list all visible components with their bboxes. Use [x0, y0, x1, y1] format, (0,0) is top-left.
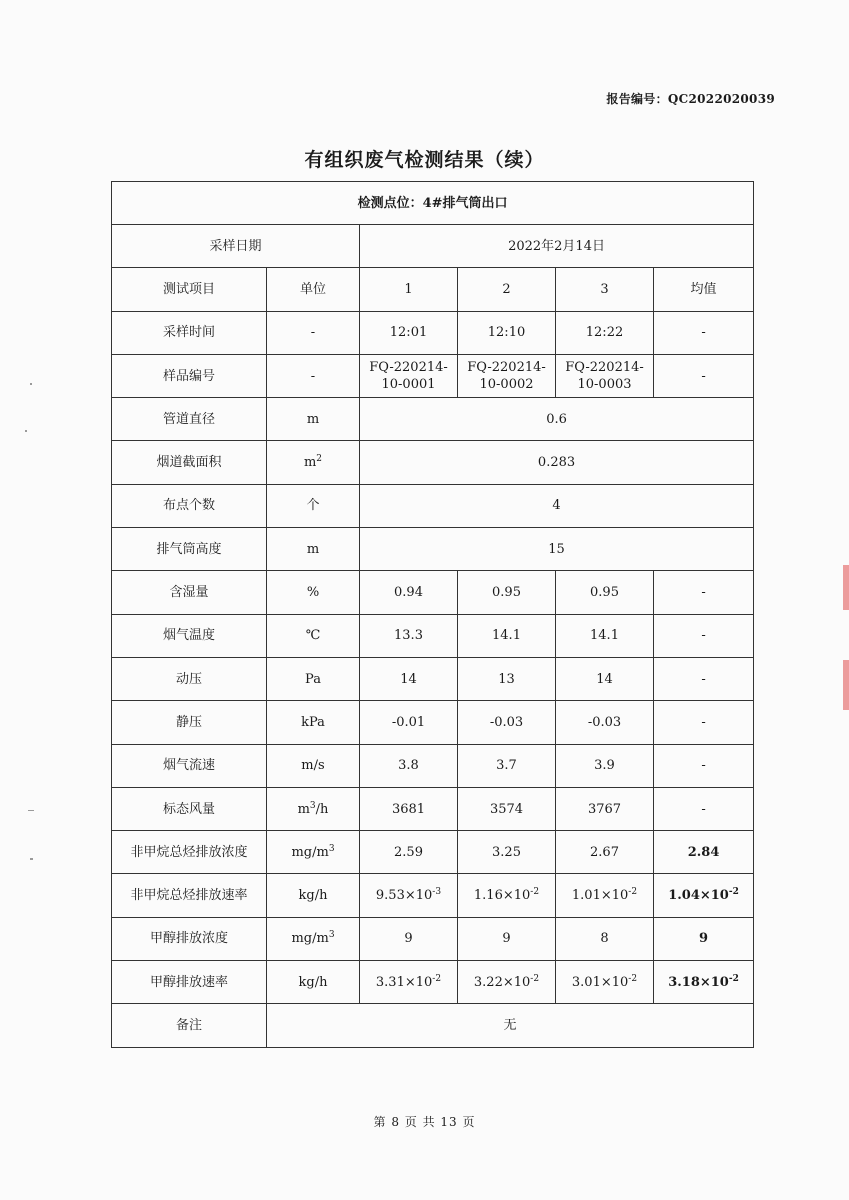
- row-label: 样品编号: [112, 354, 267, 397]
- sampling-date: 2022年2月14日: [360, 225, 754, 268]
- table-row: [112, 917, 754, 960]
- table-row: [112, 441, 754, 484]
- table-row: [112, 744, 754, 787]
- value-cell: 14: [556, 657, 654, 700]
- row-label: 非甲烷总烃排放浓度: [112, 831, 267, 874]
- value-cell: 3681: [360, 787, 458, 830]
- col-header-3: 3: [556, 268, 654, 311]
- value-cell: $1.16\times 10^{-2}$: [458, 874, 556, 917]
- col-header-2: 2: [458, 268, 556, 311]
- row-unit: m/s: [267, 744, 360, 787]
- value-cell: 12:22: [556, 311, 654, 354]
- row-unit: kPa: [267, 701, 360, 744]
- table-row-sampling-date: [112, 225, 754, 268]
- value-cell: -0.01: [360, 701, 458, 744]
- row-label: 采样时间: [112, 311, 267, 354]
- row-label: 静压: [112, 701, 267, 744]
- value-cell: $9.53\times 10^{-3}$: [360, 874, 458, 917]
- sampling-date-label: 采样日期: [112, 225, 360, 268]
- row-label: 非甲烷总烃排放速率: [112, 874, 267, 917]
- row-label: 甲醇排放浓度: [112, 917, 267, 960]
- avg-cell: 9: [654, 917, 754, 960]
- table-row: [112, 614, 754, 657]
- scan-speck: [30, 383, 32, 385]
- row-unit: $mg/m^3$: [267, 831, 360, 874]
- value-cell: -0.03: [556, 701, 654, 744]
- value-cell: 0.95: [556, 571, 654, 614]
- row-unit: $m^2$: [267, 441, 360, 484]
- col-header-1: 1: [360, 268, 458, 311]
- row-unit: m: [267, 398, 360, 441]
- row-unit: $m^3/h$: [267, 787, 360, 830]
- value-cell: -0.03: [458, 701, 556, 744]
- avg-cell: -: [654, 311, 754, 354]
- value-cell: 12:01: [360, 311, 458, 354]
- table-row-remarks: [112, 1004, 754, 1047]
- value-cell: 2.67: [556, 831, 654, 874]
- row-unit: ℃: [267, 614, 360, 657]
- value-cell: $3.22\times 10^{-2}$: [458, 961, 556, 1004]
- avg-cell: $1.04\times 10^{-2}$: [654, 874, 754, 917]
- value-cell: 0.95: [458, 571, 556, 614]
- row-label: 甲醇排放速率: [112, 961, 267, 1004]
- report-number: 报告编号：QC2022020039: [606, 92, 775, 106]
- value-cell: 12:10: [458, 311, 556, 354]
- value-cell: 0.6: [360, 398, 754, 441]
- row-label: 烟气温度: [112, 614, 267, 657]
- value-cell: $3.01\times 10^{-2}$: [556, 961, 654, 1004]
- row-unit: Pa: [267, 657, 360, 700]
- table-row: [112, 701, 754, 744]
- monitoring-point: 检测点位：4#排气筒出口: [112, 182, 754, 225]
- value-cell: 0.283: [360, 441, 754, 484]
- row-label: 烟道截面积: [112, 441, 267, 484]
- value-cell: 13.3: [360, 614, 458, 657]
- table-row: [112, 354, 754, 397]
- table-row: [112, 787, 754, 830]
- avg-cell: -: [654, 787, 754, 830]
- scan-speck: [28, 810, 34, 811]
- col-header-avg: 均值: [654, 268, 754, 311]
- row-label: 烟气流速: [112, 744, 267, 787]
- row-label: 含湿量: [112, 571, 267, 614]
- value-cell: [458, 354, 556, 397]
- value-cell: 3767: [556, 787, 654, 830]
- value-cell: 8: [556, 917, 654, 960]
- row-label: 动压: [112, 657, 267, 700]
- row-label: 备注: [112, 1004, 267, 1047]
- table-row: [112, 398, 754, 441]
- value-cell: 4: [360, 484, 754, 527]
- sample-id-part: 10-0002: [479, 377, 534, 393]
- row-unit: $mg/m^3$: [267, 917, 360, 960]
- seal-edge: [843, 565, 849, 610]
- value-cell: [360, 354, 458, 397]
- row-label: 标态风量: [112, 787, 267, 830]
- avg-cell: $3.18\times 10^{-2}$: [654, 961, 754, 1004]
- sample-id-part: 10-0003: [577, 377, 632, 393]
- avg-cell: -: [654, 614, 754, 657]
- value-cell: 3.9: [556, 744, 654, 787]
- table-row: [112, 874, 754, 917]
- sample-id-part: 10-0001: [381, 377, 436, 393]
- col-header-item: 测试项目: [112, 268, 267, 311]
- table-row: [112, 484, 754, 527]
- value-cell: 13: [458, 657, 556, 700]
- sample-id-part: FQ-220214-: [565, 360, 644, 376]
- avg-cell: 2.84: [654, 831, 754, 874]
- row-unit: -: [267, 311, 360, 354]
- table-header-row: [112, 268, 754, 311]
- value-cell: 3.7: [458, 744, 556, 787]
- value-cell: 9: [458, 917, 556, 960]
- scan-speck: [30, 858, 33, 860]
- row-label: 布点个数: [112, 484, 267, 527]
- value-cell: 14.1: [556, 614, 654, 657]
- avg-cell: -: [654, 744, 754, 787]
- row-unit: kg/h: [267, 961, 360, 1004]
- table-row: [112, 961, 754, 1004]
- table-row: [112, 311, 754, 354]
- row-unit: %: [267, 571, 360, 614]
- results-table: [111, 181, 754, 1048]
- value-cell: 9: [360, 917, 458, 960]
- value-cell: $1.01\times 10^{-2}$: [556, 874, 654, 917]
- avg-cell: -: [654, 354, 754, 397]
- value-cell: [556, 354, 654, 397]
- table-row: [112, 657, 754, 700]
- value-cell: 14: [360, 657, 458, 700]
- page-footer: 第 8 页 共 13 页: [373, 1115, 476, 1129]
- row-unit: -: [267, 354, 360, 397]
- table-row: [112, 831, 754, 874]
- table-row: [112, 528, 754, 571]
- sample-id-part: FQ-220214-: [467, 360, 546, 376]
- avg-cell: -: [654, 657, 754, 700]
- value-cell: 3.8: [360, 744, 458, 787]
- value-cell: 3.25: [458, 831, 556, 874]
- value-cell: 2.59: [360, 831, 458, 874]
- col-header-unit: 单位: [267, 268, 360, 311]
- remarks-value: 无: [267, 1004, 754, 1047]
- value-cell: $3.31\times 10^{-2}$: [360, 961, 458, 1004]
- row-unit: m: [267, 528, 360, 571]
- value-cell: 3574: [458, 787, 556, 830]
- table-row: [112, 571, 754, 614]
- row-label: 排气筒高度: [112, 528, 267, 571]
- avg-cell: -: [654, 571, 754, 614]
- seal-edge: [843, 660, 849, 710]
- value-cell: 14.1: [458, 614, 556, 657]
- sample-id-part: FQ-220214-: [369, 360, 448, 376]
- row-unit: kg/h: [267, 874, 360, 917]
- avg-cell: -: [654, 701, 754, 744]
- row-unit: 个: [267, 484, 360, 527]
- page-title: 有组织废气检测结果（续）: [304, 149, 545, 171]
- row-label: 管道直径: [112, 398, 267, 441]
- value-cell: 15: [360, 528, 754, 571]
- value-cell: 0.94: [360, 571, 458, 614]
- scan-speck: [25, 430, 27, 432]
